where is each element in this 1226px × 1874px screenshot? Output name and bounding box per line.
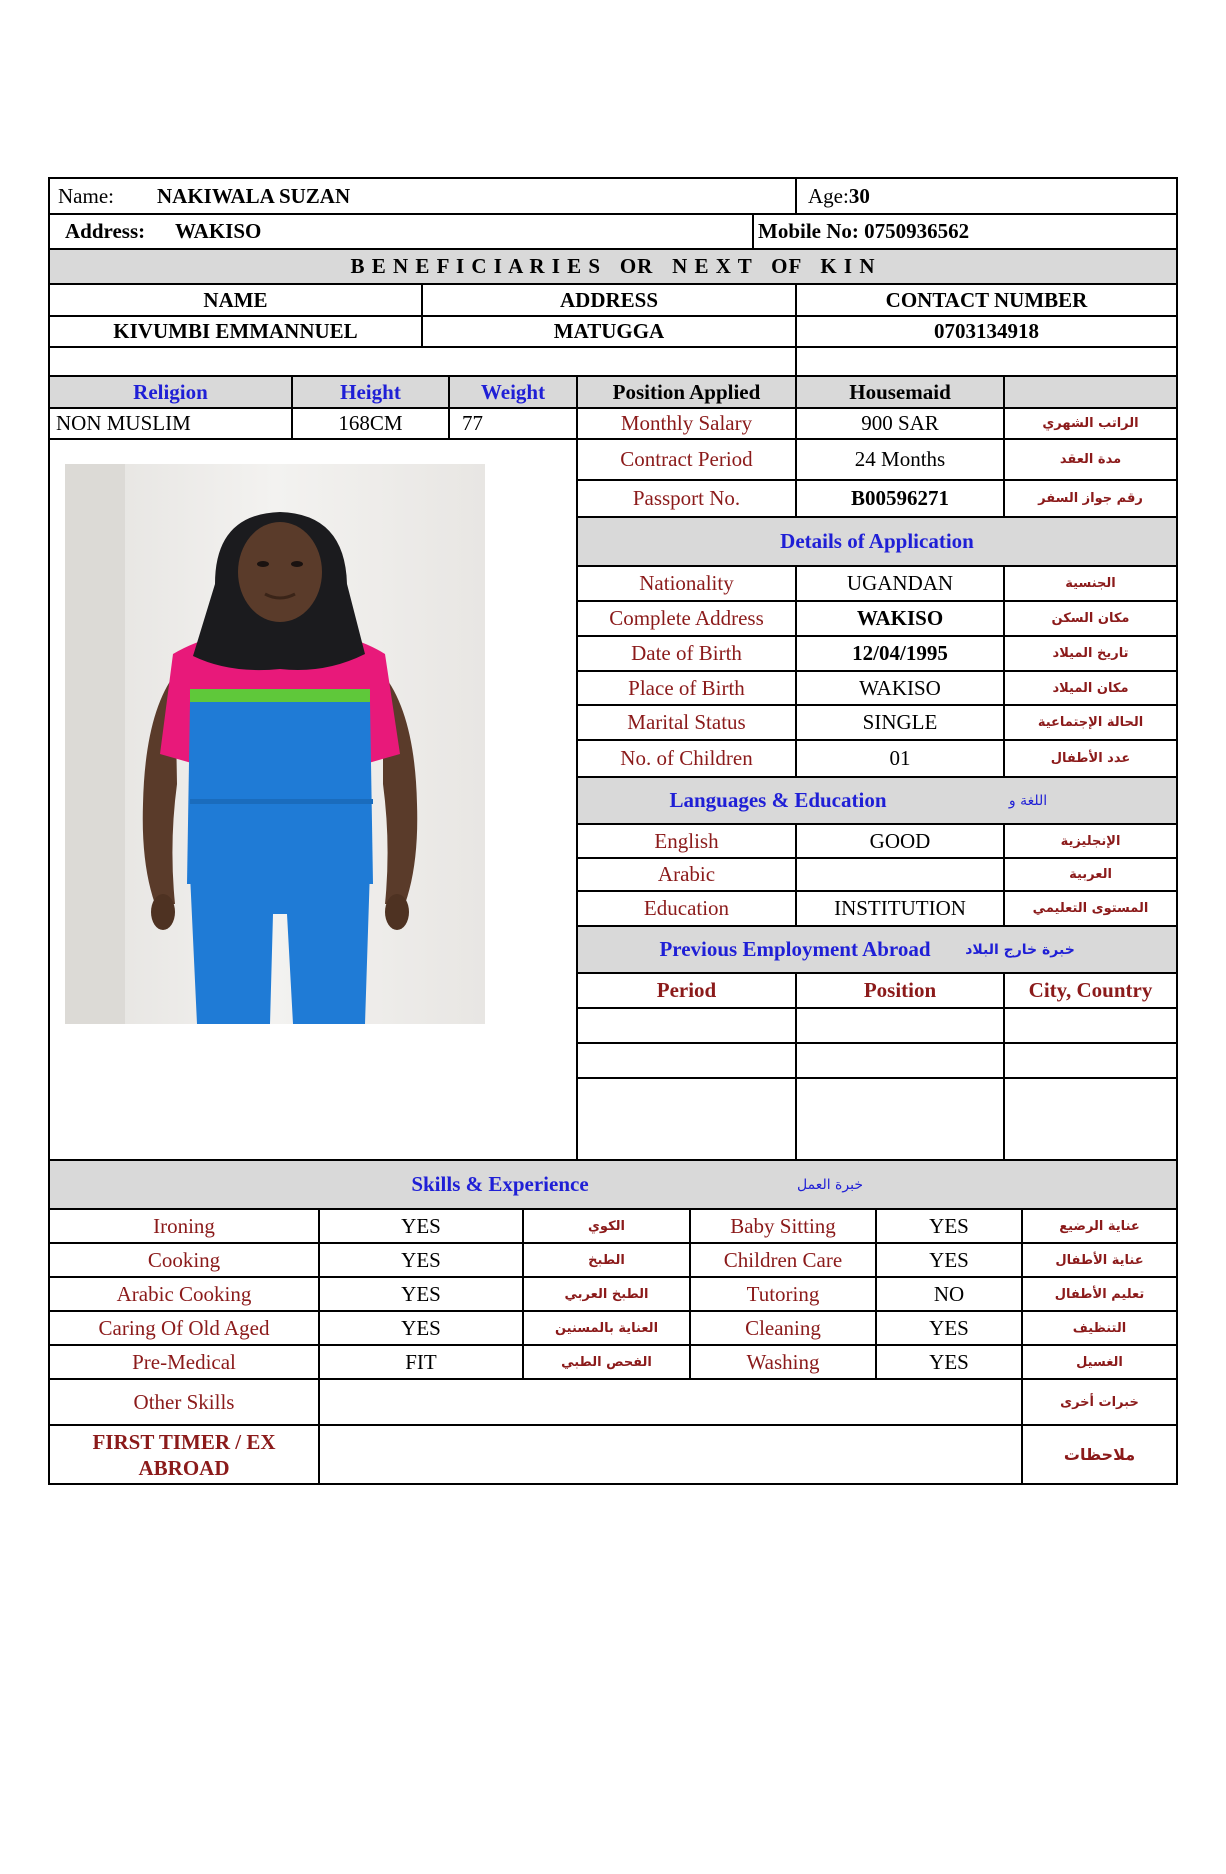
remarks-label: FIRST TIMER / EX ABROAD (92, 1429, 276, 1480)
detail-label: Date of Birth (631, 641, 742, 665)
salary-arabic: الراتب الشهري (1042, 416, 1139, 431)
detail-value: SINGLE (862, 710, 938, 734)
mobile-value: 0750936562 (864, 219, 970, 243)
age-label: Age: (808, 183, 849, 208)
mobile-field (758, 215, 1176, 248)
skill-arabic: عناية الرضيع (1059, 1218, 1140, 1234)
name-label: Name: (58, 183, 114, 208)
passport-value: B00596271 (850, 486, 949, 510)
employment-col-period: Period (656, 978, 717, 1002)
age-field (808, 179, 1168, 213)
other-skills-label: Other Skills (133, 1389, 235, 1414)
passport-arabic: رقم جواز السفر (1038, 491, 1143, 506)
age-value: 30 (848, 183, 870, 208)
salary-label: Monthly Salary (620, 411, 753, 435)
skill-arabic: تعليم الأطفال (1054, 1286, 1145, 1302)
weight-label: Weight (480, 379, 546, 404)
skill-arabic: التنظيف (1072, 1320, 1127, 1336)
kin-col-contact: CONTACT NUMBER (885, 287, 1088, 312)
language-arabic: العربية (1069, 867, 1112, 882)
skill-value: NO (933, 1281, 965, 1306)
language-value (797, 859, 1003, 890)
language-label: English (654, 828, 719, 853)
skill-value: YES (929, 1349, 969, 1374)
skill-arabic: الطبخ العربي (564, 1286, 649, 1302)
skill-label: Cleaning (745, 1315, 821, 1340)
detail-label: No. of Children (620, 746, 753, 770)
skill-arabic: الغسيل (1076, 1354, 1123, 1370)
contract-arabic: مدة العقد (1059, 452, 1122, 467)
skill-label: Washing (746, 1349, 820, 1374)
detail-value: 01 (889, 746, 911, 770)
religion-label: Religion (133, 379, 208, 404)
contract-value: 24 Months (854, 447, 946, 471)
address-value: WAKISO (175, 219, 262, 243)
detail-value: WAKISO (856, 606, 944, 630)
height-value: 168CM (338, 411, 403, 435)
skill-value: YES (929, 1247, 969, 1272)
skill-label: Caring Of Old Aged (98, 1315, 270, 1340)
skill-label: Tutoring (746, 1281, 820, 1306)
skill-value: FIT (405, 1349, 437, 1374)
detail-arabic: مكان الميلاد (1052, 680, 1129, 696)
skill-arabic: الكوي (588, 1218, 625, 1234)
skill-label: Arabic Cooking (116, 1281, 252, 1306)
skill-label: Cooking (147, 1247, 221, 1272)
detail-label: Nationality (639, 571, 734, 595)
salary-value: 900 SAR (861, 411, 939, 435)
education-arabic: المستوى التعليمي (1032, 901, 1149, 916)
kin-address: MATUGGA (553, 319, 665, 343)
skill-label: Ironing (153, 1213, 215, 1238)
address-label: Address: (65, 219, 146, 243)
detail-arabic: عدد الأطفال (1050, 751, 1131, 766)
detail-value: 12/04/1995 (852, 641, 948, 665)
detail-label: Complete Address (609, 606, 764, 630)
remarks-arabic: ملاحظات (1063, 1445, 1136, 1464)
position-applied-label: Position Applied (612, 379, 761, 404)
detail-label: Marital Status (627, 710, 746, 734)
name-value: NAKIWALA SUZAN (157, 183, 351, 208)
language-label: Arabic (657, 862, 716, 886)
detail-arabic: تاريخ الميلاد (1052, 646, 1129, 661)
skills-title: Skills & Experience (411, 1172, 589, 1196)
employment-arabic: خبرة خارج البلاد (965, 941, 1075, 958)
kin-name: KIVUMBI EMMANNUEL (113, 319, 358, 343)
details-title: Details of Application (780, 529, 974, 553)
other-skills-arabic: خبرات أخرى (1060, 1394, 1139, 1410)
passport-label: Passport No. (632, 486, 741, 510)
contract-label: Contract Period (620, 447, 753, 471)
height-label: Height (340, 379, 401, 404)
skill-arabic: العناية بالمسنين (554, 1320, 659, 1336)
skill-label: Pre-Medical (132, 1349, 236, 1374)
education-value: INSTITUTION (834, 896, 966, 920)
detail-label: Place of Birth (628, 675, 745, 700)
detail-value: UGANDAN (846, 571, 954, 595)
candidate-photo (65, 464, 485, 1024)
employment-col-position: Position (863, 978, 937, 1002)
kin-col-name: NAME (203, 287, 268, 312)
skill-value: YES (929, 1315, 969, 1340)
detail-arabic: الحالة الإجتماعية (1037, 715, 1144, 730)
skill-value: YES (929, 1213, 969, 1238)
skill-value: YES (401, 1315, 441, 1340)
religion-value: NON MUSLIM (56, 411, 191, 435)
detail-value: WAKISO (859, 675, 941, 700)
position-applied-value: Housemaid (849, 379, 951, 404)
mobile-label: Mobile No: (758, 219, 859, 243)
employment-col-city: City, Country (1028, 978, 1153, 1002)
kin-contact: 0703134918 (934, 319, 1039, 343)
skill-arabic: الطبخ (588, 1252, 625, 1268)
employment-title: Previous Employment Abroad (659, 937, 931, 961)
languages-arabic: اللغة و (1008, 792, 1048, 809)
skill-label: Children Care (723, 1247, 843, 1272)
skill-arabic: عناية الأطفال (1055, 1252, 1144, 1268)
kin-col-address: ADDRESS (559, 287, 659, 312)
education-label: Education (643, 896, 730, 920)
detail-arabic: مكان السكن (1051, 611, 1130, 626)
detail-arabic: الجنسية (1065, 576, 1116, 591)
language-arabic: الإنجليزية (1060, 833, 1121, 849)
skill-value: YES (401, 1213, 441, 1238)
skills-arabic: خبرة العمل (797, 1176, 863, 1193)
skill-label: Baby Sitting (730, 1213, 836, 1238)
languages-title: Languages & Education (669, 788, 887, 812)
skill-value: YES (401, 1281, 441, 1306)
weight-value: 77 (462, 411, 483, 435)
skill-arabic: الفحص الطبي (561, 1354, 652, 1370)
skill-value: YES (401, 1247, 441, 1272)
language-value: GOOD (869, 828, 931, 853)
kin-title: B E N E F I C I A R I E S OR N E X T OF K I N (350, 254, 876, 278)
